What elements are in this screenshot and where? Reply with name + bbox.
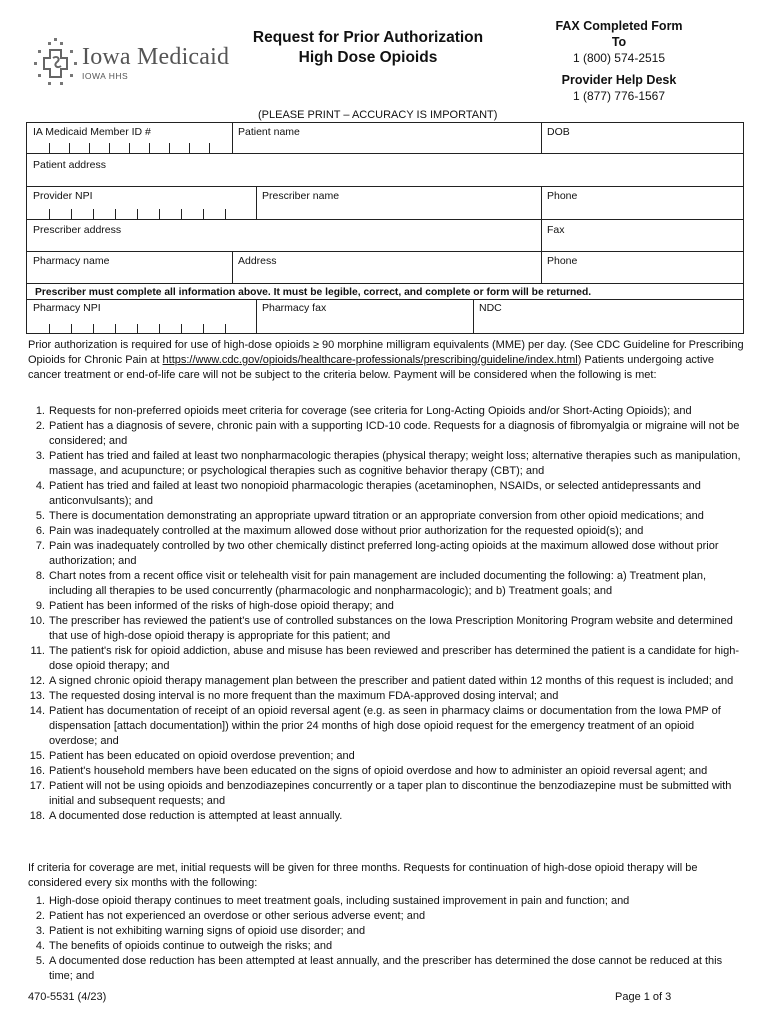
list-item-text: Patient has been informed of the risks of high-dose opioid therapy; and	[49, 600, 394, 612]
help-desk-label: Provider Help Desk	[561, 73, 677, 87]
fax-label-to: To	[611, 35, 627, 49]
list-item-number: 2.	[35, 420, 45, 432]
print-note: (PLEASE PRINT – ACCURACY IS IMPORTANT)	[258, 109, 498, 121]
list-item-number: 16.	[29, 765, 45, 777]
criteria-list	[28, 404, 744, 824]
list-item-text: Patient has tried and failed at least two nonpharmacologic therapies (physical therapy; weight loss; alternative therapies such as manipulation, massage, and acupuncture; or psychological therapies such as cognitive behavior therapy (CBT); and	[49, 450, 741, 477]
list-item-number: 1.	[35, 405, 45, 417]
list-item	[28, 704, 744, 749]
patient-name-field[interactable]: Patient name	[238, 126, 300, 138]
pharmacy-phone-field[interactable]: Phone	[547, 255, 578, 267]
list-item-text: The patient's risk for opioid addiction, abuse and misuse has been reviewed and prescriber has determined the patient is a candidate for high-dose opioid therapy; and	[49, 645, 740, 672]
dob-field[interactable]: DOB	[547, 126, 570, 138]
list-item	[28, 689, 744, 704]
list-item-number: 5.	[35, 510, 45, 522]
list-item-text: Pain was inadequately controlled at the maximum allowed dose without prior authorization for the requested opioid(s); and	[49, 525, 644, 537]
pharmacy-fax-field[interactable]: Pharmacy fax	[262, 302, 327, 314]
pharmacy-name-field[interactable]: Pharmacy name	[33, 255, 110, 267]
list-item	[28, 644, 744, 674]
list-item-number: 11.	[30, 645, 45, 657]
list-item-number: 2.	[35, 910, 45, 922]
list-item-number: 1.	[35, 895, 45, 907]
list-item-text: Patient has documentation of receipt of an opioid reversal agent (e.g. as seen in pharmacy claims or documentation from the Iowa PMP of dispensation [attach documentation]) within the prior 24 months of high dose opioid request for the emergency treatment of an opioid overdose; and	[49, 705, 721, 747]
list-item	[28, 954, 744, 984]
list-item	[28, 674, 744, 689]
patient-address-field[interactable]: Patient address	[33, 159, 106, 171]
pharmacy-npi-field[interactable]: Pharmacy NPI	[33, 302, 101, 314]
list-item-text: Patient has tried and failed at least two nonopioid pharmacologic therapies (acetaminophen, NSAIDs, or selected antidepressants and anticonvulsants); and	[49, 480, 701, 507]
list-item-number: 3.	[35, 450, 45, 462]
logo-name: Iowa Medicaid	[82, 44, 230, 70]
list-item-text: Patient has a diagnosis of severe, chronic pain with a supporting ICD-10 code. Requests for a diagnosis of fibromyalgia or migraine will not be considered; and	[49, 420, 740, 447]
list-item	[28, 809, 744, 824]
page-title	[218, 28, 518, 68]
list-item	[28, 764, 744, 779]
title-line-2: High Dose Opioids	[298, 49, 438, 66]
continuation-intro: If criteria for coverage are met, initial requests will be given for three months. Requests for continuation of high-dose opioid therapy will be considered every six months with the following:	[28, 862, 698, 889]
list-item-text: Patient has not experienced an overdose or other serious adverse event; and	[49, 910, 426, 922]
list-item	[28, 569, 744, 599]
list-item-number: 12.	[29, 675, 45, 687]
form-warning: Prescriber must complete all information above. It must be legible, correct, and complete or form will be returned.	[35, 287, 592, 298]
list-item	[28, 419, 744, 449]
list-item	[28, 779, 744, 809]
page-number: Page 1 of 3	[615, 991, 672, 1003]
phone-field[interactable]: Phone	[547, 190, 578, 202]
cdc-guideline-link[interactable]: https://www.cdc.gov/opioids/healthcare-professionals/prescribing/guideline/index.html	[162, 354, 578, 366]
fax-field[interactable]: Fax	[547, 224, 565, 236]
intro-text-end: ) Patients undergoing active cancer treatment or end-of-life care will not be subject to the criteria below. Payment will be considered when the following is met:	[28, 354, 715, 381]
list-item-text: Patient's household members have been educated on the signs of opioid overdose and how to administer an opioid reversal agent; and	[49, 765, 708, 777]
list-item-text: A documented dose reduction is attempted at least annually.	[49, 810, 343, 822]
title-line-1: Request for Prior Authorization	[252, 29, 484, 46]
prescriber-name-field[interactable]: Prescriber name	[262, 190, 340, 202]
list-item	[28, 909, 744, 924]
list-item-number: 6.	[35, 525, 45, 537]
list-item-text: Chart notes from a recent office visit or telehealth visit for pain management are included documenting the following: a) Treatment plan, including all therapies to be used concurrently (pharmacologic and nonpharmacologic); and b) Treatment goals; and	[49, 570, 707, 597]
list-item	[28, 404, 744, 419]
list-item-text: Requests for non-preferred opioids meet criteria for coverage (see criteria for Long-Acting Opioids and/or Short-Acting Opioids); and	[49, 405, 692, 417]
list-item	[28, 539, 744, 569]
list-item-number: 8.	[35, 570, 45, 582]
list-item-text: A documented dose reduction has been attempted at least annually, and the prescriber has determined the dose cannot be reduced at this time; and	[49, 955, 723, 982]
pharmacy-address-field[interactable]: Address	[238, 255, 277, 267]
list-item-number: 4.	[35, 480, 45, 492]
help-desk-number: 1 (877) 776-1567	[572, 89, 666, 103]
list-item-number: 5.	[35, 955, 45, 967]
fax-number: 1 (800) 574-2515	[572, 51, 666, 65]
list-item-text: There is documentation demonstrating an appropriate upward titration or an appropriate conversion from other opioid medications; and	[49, 510, 704, 522]
list-item	[28, 924, 744, 939]
list-item	[28, 939, 744, 954]
list-item-number: 18.	[29, 810, 45, 822]
iowa-medicaid-logo	[34, 38, 230, 88]
contact-info	[530, 18, 708, 104]
list-item	[28, 614, 744, 644]
ndc-field[interactable]: NDC	[479, 302, 502, 314]
fax-label: FAX Completed Form	[555, 19, 683, 33]
list-item-number: 10.	[29, 615, 45, 627]
list-item-text: The requested dosing interval is no more frequent than the maximum FDA-approved dosing interval; and	[49, 690, 559, 702]
form-number: 470-5531 (4/23)	[28, 991, 107, 1003]
list-item	[28, 509, 744, 524]
prescriber-address-field[interactable]: Prescriber address	[33, 224, 122, 236]
list-item	[28, 599, 744, 614]
list-item-number: 4.	[35, 940, 45, 952]
list-item	[28, 749, 744, 764]
list-item-number: 3.	[35, 925, 45, 937]
list-item	[28, 524, 744, 539]
provider-npi-field[interactable]: Provider NPI	[33, 190, 93, 202]
list-item-text: The benefits of opioids continue to outweigh the risks; and	[49, 940, 333, 952]
continuation-list	[28, 894, 744, 984]
list-item-text: Patient is not exhibiting warning signs of opioid use disorder; and	[49, 925, 366, 937]
list-item-text: Patient will not be using opioids and benzodiazepines concurrently or a taper plan to discontinue the benzodiazepine must be submitted with initial and subsequent requests; and	[49, 780, 732, 807]
list-item-text: Patient has been educated on opioid overdose prevention; and	[49, 750, 355, 762]
logo-mark-icon	[34, 38, 78, 88]
list-item-text: Pain was inadequately controlled by two other chemically distinct preferred long-acting opioids at the maximum allowed dose without prior authorization; and	[49, 540, 719, 567]
list-item-text: A signed chronic opioid therapy management plan between the prescriber and patient dated within 12 months of this request is included; and	[49, 675, 734, 687]
list-item-number: 13.	[29, 690, 45, 702]
list-item-text: The prescriber has reviewed the patient's use of controlled substances on the Iowa Prescription Monitoring Program website and determined that use of high-dose opioid therapy is appropriate for this patient; and	[49, 615, 733, 642]
intro-text: Prior authorization is required for use of high-dose opioids ≥ 90 morphine milligram equivalents (MME) per day. (See CDC Guideline for Prescribing Opioids for Chronic Pain at	[28, 339, 744, 366]
list-item-text: High-dose opioid therapy continues to meet treatment goals, including sustained improvement in pain and function; and	[49, 895, 630, 907]
list-item-number: 17.	[29, 780, 45, 792]
member-id-field[interactable]: IA Medicaid Member ID #	[33, 126, 151, 138]
logo-subtitle: IOWA HHS	[82, 71, 129, 81]
list-item-number: 14.	[29, 705, 45, 717]
list-item	[28, 894, 744, 909]
list-item-number: 15.	[29, 750, 45, 762]
list-item-number: 9.	[35, 600, 45, 612]
request-form	[26, 122, 744, 334]
list-item-number: 7.	[35, 540, 45, 552]
intro-paragraph	[28, 338, 746, 383]
list-item	[28, 449, 744, 479]
list-item	[28, 479, 744, 509]
